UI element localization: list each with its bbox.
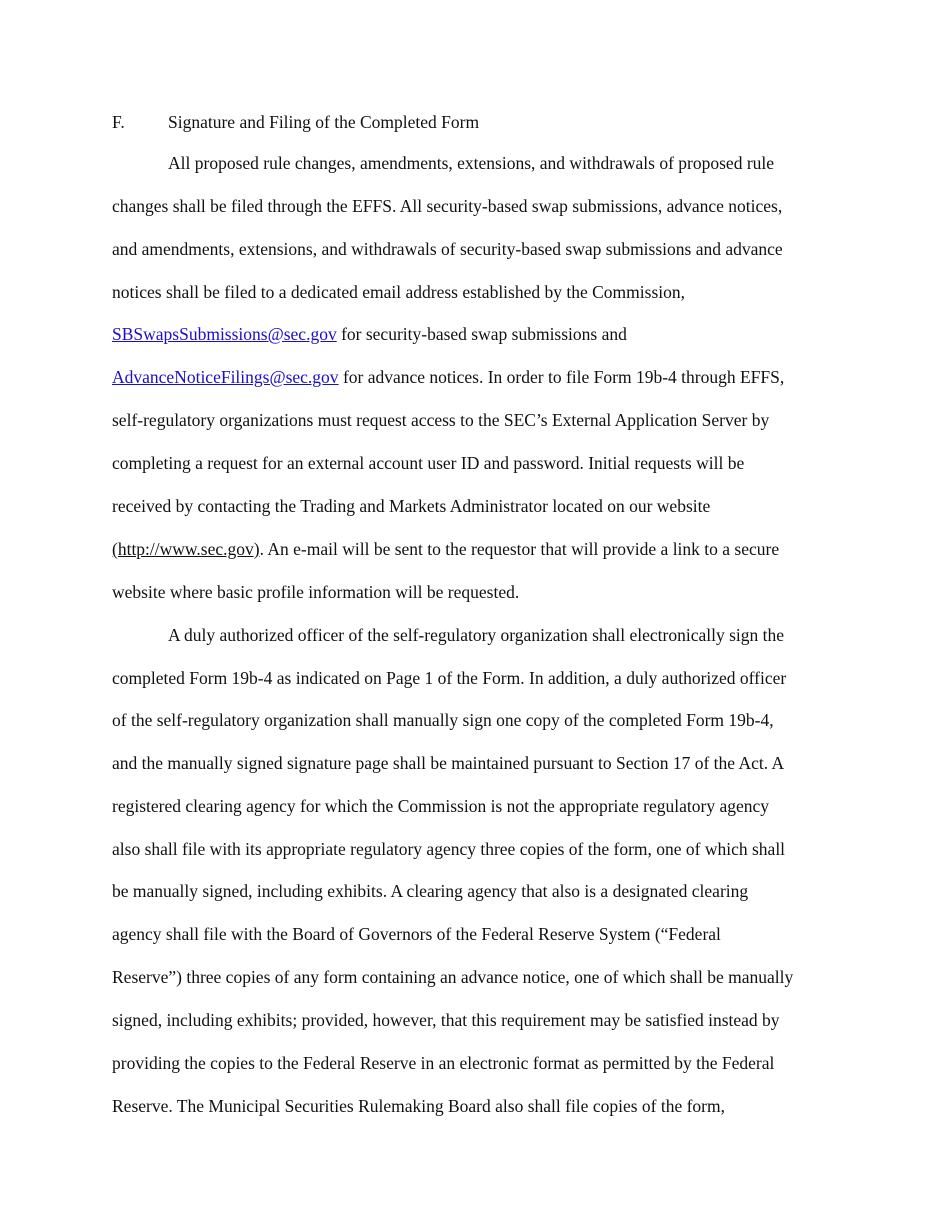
paragraph-line: providing the copies to the Federal Reserve in an electronic format as permitted by the Federal <box>112 1053 775 1073</box>
paragraph-line <box>112 538 779 560</box>
section-title: Signature and Filing of the Completed Form <box>168 112 480 132</box>
paragraph-line <box>112 366 784 388</box>
paragraph-line: registered clearing agency for which the Commission is not the appropriate regulatory agency <box>112 796 770 816</box>
paragraph-line: changes shall be filed through the EFFS. All security-based swap submissions, advance notices, <box>112 196 783 216</box>
paragraph-line: agency shall file with the Board of Governors of the Federal Reserve System (“Federal <box>112 924 721 944</box>
paragraph-line: Reserve”) three copies of any form containing an advance notice, one of which shall be manually <box>112 967 794 987</box>
paragraph-line: of the self-regulatory organization shall manually sign one copy of the completed Form 19b-4, <box>112 710 774 730</box>
advance-notice-email-link[interactable]: AdvanceNoticeFilings@sec.gov <box>112 367 339 387</box>
section-letter: F. <box>112 112 125 132</box>
paragraph-line: signed, including exhibits; provided, however, that this requirement may be satisfied instead by <box>112 1010 780 1030</box>
paragraph-line: be manually signed, including exhibits. A clearing agency that also is a designated clearing <box>112 881 749 901</box>
sbswaps-email-link[interactable]: SBSwapsSubmissions@sec.gov <box>112 324 337 344</box>
paragraph-line: A duly authorized officer of the self-regulatory organization shall electronically sign the <box>168 625 785 645</box>
paragraph-line: All proposed rule changes, amendments, extensions, and withdrawals of proposed rule <box>168 153 775 173</box>
sec-website-url: (http://www.sec.gov) <box>112 539 260 559</box>
paragraph-line: completing a request for an external account user ID and password. Initial requests will be <box>112 453 745 473</box>
paragraph-line <box>112 323 627 345</box>
paragraph-line: Reserve. The Municipal Securities Rulemaking Board also shall file copies of the form, <box>112 1096 725 1116</box>
paragraph-line: notices shall be filed to a dedicated email address established by the Commission, <box>112 282 685 302</box>
paragraph-line: self-regulatory organizations must request access to the SEC’s External Application Server by <box>112 410 770 430</box>
paragraph-line: also shall file with its appropriate regulatory agency three copies of the form, one of which shall <box>112 839 786 859</box>
paragraph-line-text: . An e-mail will be sent to the requestor that will provide a link to a secure <box>259 539 780 559</box>
paragraph-line: website where basic profile information will be requested. <box>112 582 520 602</box>
paragraph-line: received by contacting the Trading and Markets Administrator located on our website <box>112 496 711 516</box>
paragraph-line: and the manually signed signature page shall be maintained pursuant to Section 17 of the Act. A <box>112 753 785 773</box>
paragraph-line-text: for security-based swap submissions and <box>336 324 627 344</box>
paragraph-line-text: for advance notices. In order to file Form 19b-4 through EFFS, <box>338 367 785 387</box>
section-heading <box>112 111 479 133</box>
paragraph-line: completed Form 19b-4 as indicated on Page 1 of the Form. In addition, a duly authorized officer <box>112 668 787 688</box>
paragraph-line: and amendments, extensions, and withdrawals of security-based swap submissions and advance <box>112 239 783 259</box>
